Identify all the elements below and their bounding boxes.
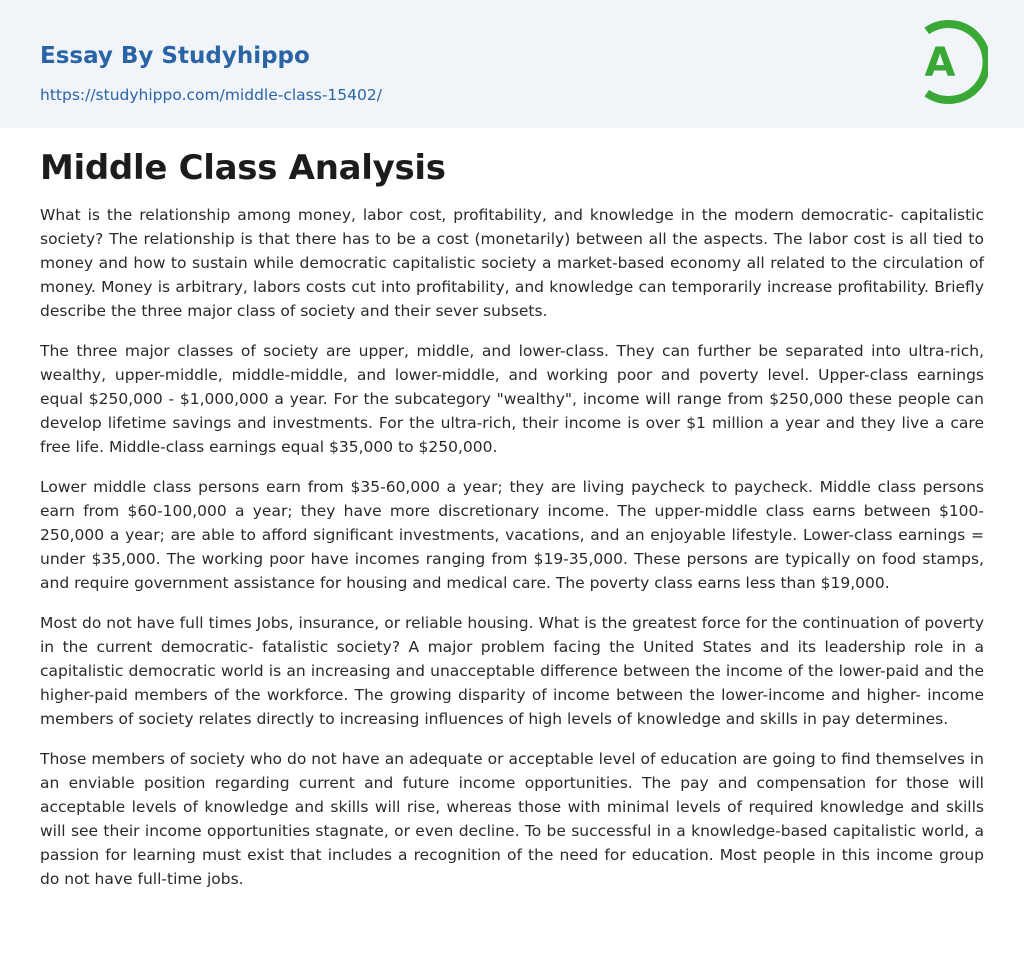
essay-content [40, 140, 984, 907]
studyhippo-a-logo-icon[interactable] [912, 18, 988, 106]
essay-paragraph-2: The three major classes of society are upper, middle, and lower-class. They can further be separated into ultra-rich, wealthy, upper-middle, middle-middle, and lower-middle, and working poor and poverty level. Upper-class earnings equal $250,000 - $1,000,000 a year. For the subcategory "wealthy", income will range from $250,000 these people can develop lifetime savings and investments. For the ultra-rich, their income is over $1 million a year and they live a care free life. Middle-class earnings equal $35,000 to $250,000. [40, 342, 984, 456]
essay-paragraph-3: Lower middle class persons earn from $35-60,000 a year; they are living paycheck to paycheck. Middle class persons earn from $60-100,000 a year; they have more discretionary income. The upper-middle class earns between $100-250,000 a year; are able to afford significant investments, vacations, and an enjoyable lifestyle. Lower-class earnings = under $35,000. The working poor have incomes ranging from $19-35,000. These persons are typically on food stamps, and require government assistance for housing and medical care. The poverty class earns less than $19,000. [40, 478, 984, 592]
brand-title[interactable]: Essay By Studyhippo [40, 43, 310, 69]
essay-paragraph-1: What is the relationship among money, labor cost, profitability, and knowledge in the modern democratic- capitalistic society? The relationship is that there has to be a cost (monetarily) between all the aspects. The labor cost is all tied to money and how to sustain while democratic capitalistic society a market-based economy all related to the circulation of money. Money is arbitrary, labors costs cut into profitability, and knowledge can temporarily increase profitability. Briefly describe the three major class of society and their sever subsets. [40, 206, 984, 320]
logo-letter: A [924, 40, 956, 86]
essay-title: Middle Class Analysis [40, 148, 446, 188]
essay-paragraph-5: Those members of society who do not have an adequate or acceptable level of education are going to find themselves in an enviable position regarding current and future income opportunities. The pay and compensation for those will acceptable levels of knowledge and skills will rise, whereas those with minimal levels of required knowledge and skills will see their income opportunities stagnate, or even decline. To be successful in a knowledge-based capitalistic world, a passion for learning must exist that includes a recognition of the need for education. Most people in this income group do not have full-time jobs. [40, 750, 984, 888]
page-header [0, 0, 1024, 128]
source-url-link[interactable]: https://studyhippo.com/middle-class-15402/ [40, 86, 382, 104]
essay-paragraph-4: Most do not have full times Jobs, insurance, or reliable housing. What is the greatest force for the continuation of poverty in the current democratic- fatalistic society? A major problem facing the United States and its leadership role in a capitalistic democratic world is an increasing and unacceptable difference between the income of the lower-paid and the higher-paid members of the workforce. The growing disparity of income between the lower-income and higher- income members of society relates directly to increasing influences of high levels of knowledge and skills in pay determines. [40, 614, 984, 728]
